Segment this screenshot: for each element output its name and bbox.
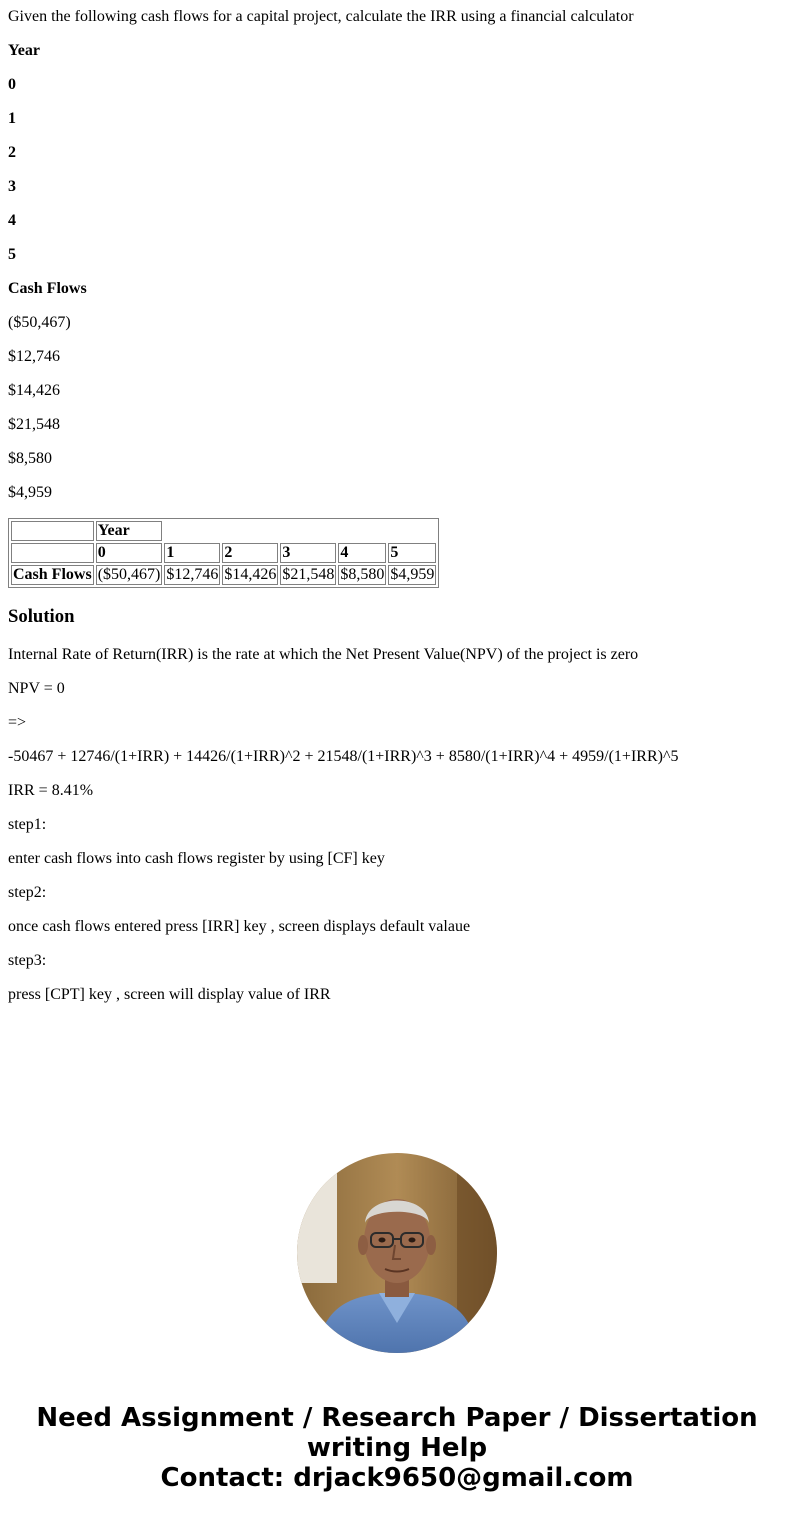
table-row [11,565,436,585]
cash-flow-item: $21,548 [8,416,60,433]
solution-line: Internal Rate of Return(IRR) is the rate at which the Net Present Value(NPV) of the project is zero [8,646,639,663]
table-header-cell: 0 [96,543,163,563]
cash-flow-item: ($50,467) [8,314,71,331]
solution-line: step3: [8,952,47,969]
table-cell: ($50,467) [97,566,161,583]
cash-flow-item: $12,746 [8,348,60,365]
year-item: 0 [8,76,16,93]
table-cell: $21,548 [282,566,335,583]
solution-line: => [8,714,27,731]
table-cell: $4,959 [390,566,435,583]
document-body [8,0,786,1020]
solution-line: NPV = 0 [8,680,65,697]
solution-line: enter cash flows into cash flows register by using [CF] key [8,850,385,867]
table-header-cell: 4 [338,543,386,563]
banner-contact-line: Contact: drjack9650@gmail.com [160,1463,634,1493]
cash-flow-item: $8,580 [8,450,52,467]
solution-line: step2: [8,884,47,901]
table-cell-empty [11,543,94,563]
solution-line: press [CPT] key , screen will display value of IRR [8,986,331,1003]
cash-flow-table [8,518,439,588]
table-header-cell: 3 [280,543,336,563]
author-avatar [297,1153,497,1353]
avatar-portrait-image [297,1153,497,1353]
solution-line: once cash flows entered press [IRR] key , screen displays default valaue [8,918,471,935]
solution-line: step1: [8,816,47,833]
cash-flows-label: Cash Flows [8,280,87,297]
table-cell: $14,426 [224,566,277,583]
year-item: 1 [8,110,16,127]
year-item: 5 [8,246,16,263]
solution-line: IRR = 8.41% [8,782,94,799]
solution-heading: Solution [8,606,75,627]
table-row-label: Cash Flows [13,566,92,583]
table-header-cell: 5 [388,543,436,563]
table-header-year: Year [96,521,163,541]
year-label: Year [8,42,40,59]
table-row [11,521,436,541]
cash-flow-item: $14,426 [8,382,60,399]
year-item: 4 [8,212,16,229]
cash-flow-item: $4,959 [8,484,52,501]
contact-banner [0,1403,794,1493]
year-item: 3 [8,178,16,195]
banner-line: Need Assignment / Research Paper / Dissertation [36,1403,758,1433]
solution-line: -50467 + 12746/(1+IRR) + 14426/(1+IRR)^2 + 21548/(1+IRR)^3 + 8580/(1+IRR)^4 + 4959/(1+IRR)^5 [8,748,679,765]
question-text: Given the following cash flows for a capital project, calculate the IRR using a financial calculator [8,8,634,25]
year-item: 2 [8,144,16,161]
table-header-cell: 1 [164,543,220,563]
table-header-cell: 2 [222,543,278,563]
table-cell-empty [11,521,94,541]
table-row [11,543,436,563]
banner-line: writing Help [306,1433,488,1463]
table-cell: $12,746 [166,566,219,583]
table-cell: $8,580 [340,566,385,583]
